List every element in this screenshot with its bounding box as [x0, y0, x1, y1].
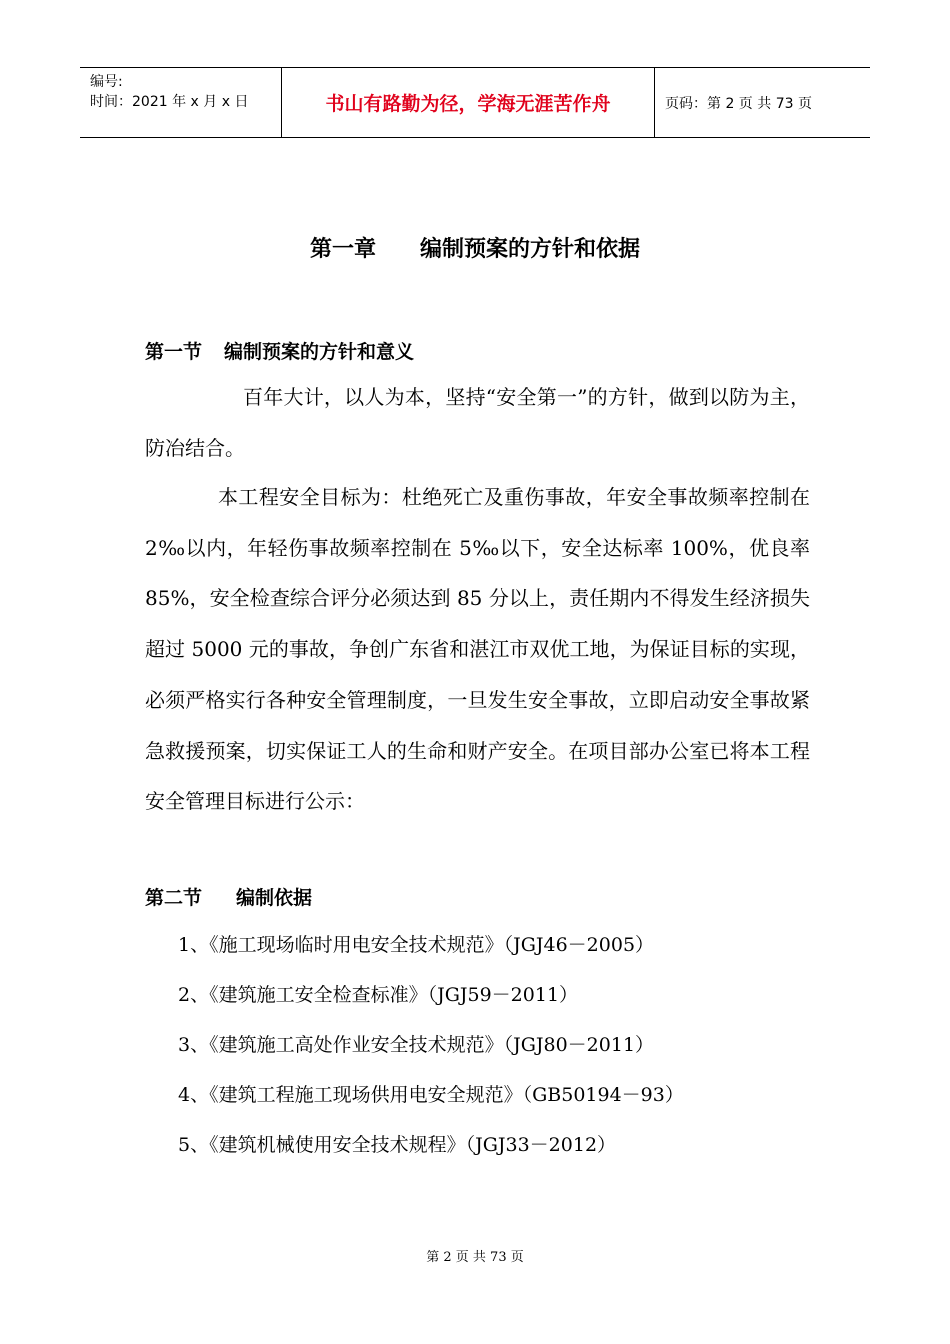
section-1-number: 第一节	[145, 341, 203, 363]
section-1-paragraph-2: 本工程安全目标为：杜绝死亡及重伤事故，年安全事故频率控制在 2‰以内，年轻伤事故频率控制在 5‰以下，安全达标率 100%，优良率 85%，安全检查综合评分必须达到 85 分以上，责任期内不得发生经济损失超过 5000 元的事故，争创广东省和湛江市双优工地，为保证目标的实现，必须严格实行各种安全管理制度，一旦发生安全事故，立即启动安全事故紧急救援预案，切实保证工人的生命和财产安全。在项目部办公室已将本工程安全管理目标进行公示：	[145, 485, 810, 814]
page-footer: 第 2 页 共 73 页	[426, 1250, 524, 1265]
chapter-heading	[0, 232, 950, 263]
section-1-heading	[145, 337, 414, 364]
reference-list	[178, 920, 684, 1170]
section-2-heading	[145, 883, 312, 910]
reference-item: 1、《施工现场临时用电安全技术规范》（JGJ46－2005）	[178, 934, 655, 956]
header-motto: 书山有路勤为径，学海无涯苦作舟	[281, 68, 655, 137]
reference-item: 3、《建筑施工高处作业安全技术规范》（JGJ80－2011）	[178, 1034, 655, 1056]
header-meta	[80, 68, 281, 137]
header-page-label: 页码：第 2 页 共 73 页	[665, 95, 812, 112]
reference-item: 4、《建筑工程施工现场供用电安全规范》（GB50194－93）	[178, 1084, 684, 1106]
page-header	[80, 67, 870, 138]
header-date-label: 时间：2021 年 x 月 x 日	[90, 94, 249, 110]
header-number-label: 编号:	[90, 74, 123, 90]
chapter-number: 第一章	[309, 237, 376, 262]
reference-item: 2、《建筑施工安全检查标准》（JGJ59－2011）	[178, 984, 579, 1006]
section-1-paragraph-1: 百年大计，以人为本，坚持“安全第一”的方针，做到以防为主，防冶结合。	[145, 385, 810, 460]
reference-item: 5、《建筑机械使用安全技术规程》（JGJ33－2012）	[178, 1134, 617, 1156]
chapter-title: 编制预案的方针和依据	[420, 237, 641, 262]
section-1-title: 编制预案的方针和意义	[224, 341, 415, 363]
section-2-number: 第二节	[145, 887, 203, 909]
section-2-title: 编制依据	[236, 887, 313, 909]
